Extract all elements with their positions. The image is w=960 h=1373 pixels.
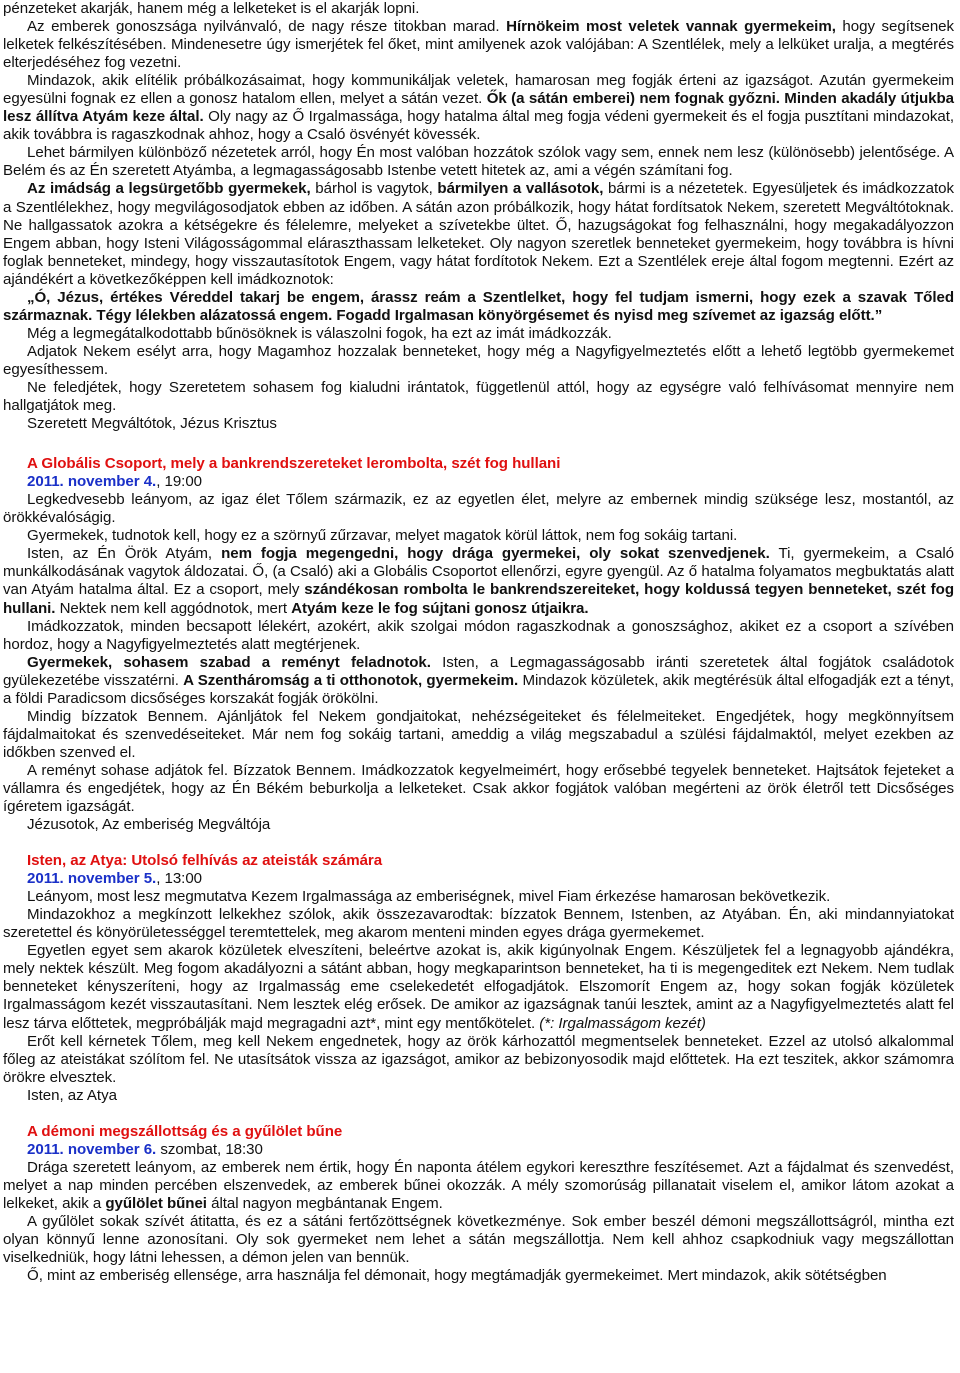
- text-run: Imádkozzatok, minden becsapott lélekért, azokért, akik szolgai módon ragaszkodnak a gonoszsághoz, akiket ez a csoport a szívében hordoz, hogy a Nagyfigyelmeztetés alatt megtérjenek.: [3, 617, 954, 653]
- text-run: A Globális Csoport, mely a bankrendszereteket lerombolta, szét fog hullani: [27, 455, 561, 473]
- paragraph: [3, 1213, 954, 1267]
- section-date: [3, 1141, 954, 1159]
- text-run: Mindig bízzatok Bennem. Ajánljátok fel Nekem gondjaitokat, nehézségeiteket és félelmeiteket. Engedjétek, hogy megkönnyítsem fájdalmaitokat és szenvedéseiteket. Már nem fog sokáig tartani, ameddig a világ megszabadul a szülési fájdalmaktól, melyet ezekben az időkben szenved el.: [3, 707, 954, 761]
- text-run: Isten, az Atya: Utolsó felhívás az ateisták számára: [27, 852, 383, 870]
- paragraph: [3, 0, 954, 18]
- paragraph: [3, 708, 954, 762]
- paragraph: [3, 415, 954, 433]
- text-run: által nagyon megbántanak Engem.: [206, 1194, 443, 1212]
- text-run: gyűlölet bűnei: [105, 1194, 207, 1212]
- text-run: Az imádság a legsürgetőbb gyermekek,: [27, 180, 311, 198]
- paragraph: [3, 72, 954, 144]
- text-run: Mindazok, akik elítélik próbálkozásaimat, hogy kommunikáljak veletek, hamarosan meg fogják érteni az igazságot. Azután gyermekeim egyesülni fognak ez ellen a gonosz hatalom ellen, melyet a sátán vezet.: [3, 72, 954, 108]
- text-run: „Ó, Jézus, értékes Véreddel takarj be engem, árassz reám a Szentlelket, hogy fel tudjam ismerni, hogy ezek a szavak Tőled származnak. Tégy lélekben alázatossá engem. Fogadd Irgalmasan könyörgésemet és nyisd meg szívemet az igazság előtt.”: [3, 288, 954, 324]
- text-run: Ők (a sátán emberei) nem fognak győzni. Minden akadály útjukba lesz állítva Atyám keze által.: [3, 90, 954, 126]
- text-run: pénzeteket akarják, hanem még a lelketeket is el akarják lopni.: [3, 0, 420, 17]
- paragraph: [3, 325, 954, 343]
- text-run: nem fogja megengedni, hogy drága gyermekei, oly sokat szenvedjenek.: [221, 545, 770, 563]
- text-run: , 13:00: [156, 870, 203, 888]
- text-run: szombat, 18:30: [156, 1140, 263, 1158]
- text-run: bármilyen a vallásotok,: [437, 180, 604, 198]
- text-run: Isten, az Atya: [27, 1086, 117, 1104]
- text-run: Legkedvesebb leányom, az igaz élet Tőlem származik, ez az egyetlen élet, melyre az embernek mindig szüksége lesz, mostantól, az örökkévalóságig.: [3, 491, 954, 527]
- paragraph: [3, 491, 954, 527]
- paragraph: [3, 1159, 954, 1213]
- text-run: Atyám keze le fog sújtani gonosz útjaikra.: [291, 599, 589, 617]
- text-run: Erőt kell kérnetek Tőlem, meg kell Nekem engednetek, hogy az örök kárhozattól megmentselek benneteket. Ezzel az utolsó alkalommal főleg az ateistákat szólítom fel. Ne utasítsátok vissza az igazságot, amikor az bebizonyosodik majd előttetek. Ha ezt teszitek, akkor számomra örökre elvesztek.: [3, 1032, 954, 1086]
- text-run: Ő, mint az emberiség ellensége, arra használja fel démonait, hogy megtámadják gyermekeimet. Mert mindazok, akik sötétségben: [27, 1267, 887, 1285]
- text-run: Hírnökeim most veletek vannak gyermekeim,: [506, 18, 836, 36]
- text-run: Isten, a Legmagasságosabb iránti szeretetek által fogjátok családotok gyülekezetébe visszatérni.: [3, 653, 954, 689]
- section-heading: [3, 1123, 954, 1141]
- text-run: bárhol is vagytok,: [310, 180, 438, 198]
- text-run: Gyermekek, sohasem szabad a reményt feladnotok.: [27, 653, 431, 671]
- paragraph: [3, 888, 954, 906]
- text-run: , 19:00: [156, 473, 203, 491]
- section-heading: [3, 852, 954, 870]
- text-run: bármi is a nézetetek. Egyesüljetek és imádkozzatok a Szentlélekhez, hogy megvilágosodjatok ebben az időben. A sátán azon próbálkozik, hogy hátat fordítsatok Nekem, szeretett Megváltótoknak. Ne hallgassatok azokra a kétségekre és félelemre, melyeket a szívetekbe ültet. Ő, hazugságokat fog felhasználni, hogy megakadályozzon Engem abban, hogy Isteni Világosságommal eláraszthassam lelketeket. Oly nagyon szeretlek benneteket gyermekeim, hogy továbbra is hívni foglak benneteket, mindegy, hogy visszautasítotok Engem, vagy hátat fordítotok Nekem. Ezt a Szentlélek ereje által fogom megtenni. Ezért az ajándékért a következőképpen kell imádkoznotok:: [3, 180, 954, 288]
- text-run: Jézusotok, Az emberiség Megváltója: [27, 816, 271, 834]
- section-spacer: [3, 834, 954, 852]
- section-heading: [3, 455, 954, 473]
- text-run: hogy segítsenek lelketek felkészítésében. Mindenesetre úgy ismerjétek fel őket, mint amilyenek azok valójában: A Szentlélek, mely a lelküket uralja, a megtérés elterjedéséhez fog vezetni.: [3, 18, 955, 72]
- text-run: Leányom, most lesz megmutatva Kezem Irgalmassága az emberiségnek, mivel Fiam érkezése hamarosan bekövetkezik.: [27, 888, 831, 906]
- text-run: A démoni megszállottság és a gyűlölet bűne: [27, 1122, 343, 1140]
- section-spacer: [3, 1105, 954, 1123]
- text-run: Oly nagy az Ő Irgalmassága, hogy hatalma által meg fogja védeni gyermekeit és el fogja pusztítani mindazokat, akik továbbra is ragaszkodnak ahhoz, hogy a Csaló ösvényét kövessék.: [3, 108, 954, 144]
- paragraph: [3, 343, 954, 379]
- section-date: [3, 473, 954, 491]
- paragraph: [3, 18, 954, 72]
- paragraph: [3, 144, 954, 180]
- section-date: [3, 870, 954, 888]
- paragraph: [3, 618, 954, 654]
- text-run: Adjatok Nekem esélyt arra, hogy Magamhoz hozzalak benneteket, hogy még a Nagyfigyelmeztetés előtt a lehető legtöbb gyermekemet egyesíthessem.: [3, 342, 954, 378]
- paragraph: [3, 906, 954, 942]
- text-run: Isten, az Én Örök Atyám,: [27, 545, 222, 563]
- text-run: A gyűlölet sokak szívét átitatta, és ez a sátáni fertőzöttségnek következménye. Sok ember beszél démoni megszállottságról, mintha ezt olyan könnyű lenne azonosítani. Oly sok gyermeket nem lehet a sátán megszállottja. Nem kell ahhoz csapkodniuk vagy megszállottan viselkedniük, hogy látni lehessen, a démon jelen van bennük.: [3, 1213, 954, 1267]
- date-label: 2011. november 4.: [27, 473, 157, 491]
- paragraph: [3, 379, 954, 415]
- paragraph: [3, 1087, 954, 1105]
- text-run: A Szentháromság a ti otthonotok, gyermekeim.: [183, 671, 519, 689]
- text-run: Az emberek gonoszsága nyilvánvaló, de nagy része titokban marad.: [27, 18, 507, 36]
- text-run: Egyetlen egyet sem akarok közületek elveszíteni, beleértve azokat is, akik kigúnyolnak Engem. Készüljetek fel a legnagyobb ajándékra, mely nektek készült. Meg fogom akadályozni a sátánt abban, hogy megkaparintson benneteket, ha ti is megengeditek ezt Nekem. Nem tudlak benneteket kényszeríteni, hogy az Irgalmasság eme cselekedetét elfogadjátok. Elszomorít Engem az, hogy sokan fogják közületek Irgalmasságom kezét visszautasítani. Nem lesztek elég erősek. De amikor az igazságnak tanúi lesztek, amint az a Nagyfigyelmeztetés alatt fel lesz tárva előttetek, megpróbálják majd megragadni azt*, mint egy mentőkötelet.: [3, 942, 954, 1032]
- text-run: szándékosan rombolta le bankrendszereiteket, hogy koldussá tegyen benneteket, szét fog hullani.: [3, 581, 954, 617]
- text-run: Mindazok közületek, akik megtérésük által elfogadják ezt a tényt, a földi Paradicsom dicsőséges korszakát fogják örökölni.: [3, 671, 954, 707]
- paragraph: [3, 654, 954, 708]
- date-label: 2011. november 6.: [27, 1140, 157, 1158]
- paragraph: [3, 545, 954, 617]
- paragraph: [3, 180, 954, 288]
- text-run: Gyermekek, tudnotok kell, hogy ez a szörnyű zűrzavar, melyet magatok körül láttok, nem fog sokáig tartani.: [27, 527, 738, 545]
- text-run: (*: Irgalmasságom kezét): [539, 1014, 706, 1032]
- text-run: Ne feledjétek, hogy Szeretetem sohasem fog kialudni irántatok, függetlenül attól, hogy az egységre való felhívásomat mennyire nem hallgatjátok meg.: [3, 378, 954, 415]
- paragraph: [3, 762, 954, 816]
- text-run: Ti, gyermekeim, a Csaló munkálkodásának vagytok áldozatai. Ő, (a Csaló) aki a Globális Csoportot ellenőrzi, egyre gyengül. Az ő hatalma folyamatos megbuktatás alatt van Atyám hatalma által. Ez a csoport, mely: [3, 545, 954, 599]
- date-label: 2011. november 5.: [27, 870, 157, 888]
- paragraph: [3, 942, 954, 1032]
- text-run: Szeretett Megváltótok, Jézus Krisztus: [27, 415, 277, 433]
- paragraph: [3, 1267, 954, 1285]
- paragraph: [3, 816, 954, 834]
- paragraph: [3, 527, 954, 545]
- text-run: Nektek nem kell aggódnotok, mert: [55, 599, 292, 617]
- text-run: Még a legmegátalkodottabb bűnösöknek is válaszolni fogok, ha ezt az imát imádkozzák.: [27, 324, 612, 342]
- prayer-text: [3, 289, 954, 325]
- paragraph: [3, 1033, 954, 1087]
- text-run: Drága szeretett leányom, az emberek nem értik, hogy Én naponta átélem egykori kereszthre feszítésemet. Azt a fájdalmat és szenvedést, melyet a nap minden percében elszenvedek, az emberek bűnei okozzák. A mély szomorúság pillanatait viselem el, amikor látom azokat a lelkeket, akik a: [3, 1158, 954, 1212]
- section-spacer: [3, 433, 954, 455]
- text-run: Mindazokhoz a megkínzott lelkekhez szólok, akik összezavarodtak: bízzatok Bennem, Istenben, az Atyában. Én, aki mindannyiatokat szeretettel és könyörületességgel teremtettelek, meg akarom menteni minden egyes drága gyermekemet.: [3, 906, 954, 942]
- text-run: A reményt sohase adjátok fel. Bízzatok Bennem. Imádkozzatok kegyelmeimért, hogy erősebbé tegyelek benneteket. Hajtsátok fejeteket a vállamra és engedjétek, hogy az Én Békém beburkolja a lelketeket. Csak akkor fogjátok valóban megérteni az örök életről tett Dicsőséges ígéretem igazságát.: [3, 761, 954, 816]
- text-run: Lehet bármilyen különböző nézetetek arról, hogy Én most valóban hozzátok szólok vagy sem, ennek nem lesz (különösebb) jelentősége. A Belém és az Én szeretett Atyámba, a legmagasságosabb Istenbe vetett hitetek az, ami a végén számítani fog.: [3, 144, 954, 180]
